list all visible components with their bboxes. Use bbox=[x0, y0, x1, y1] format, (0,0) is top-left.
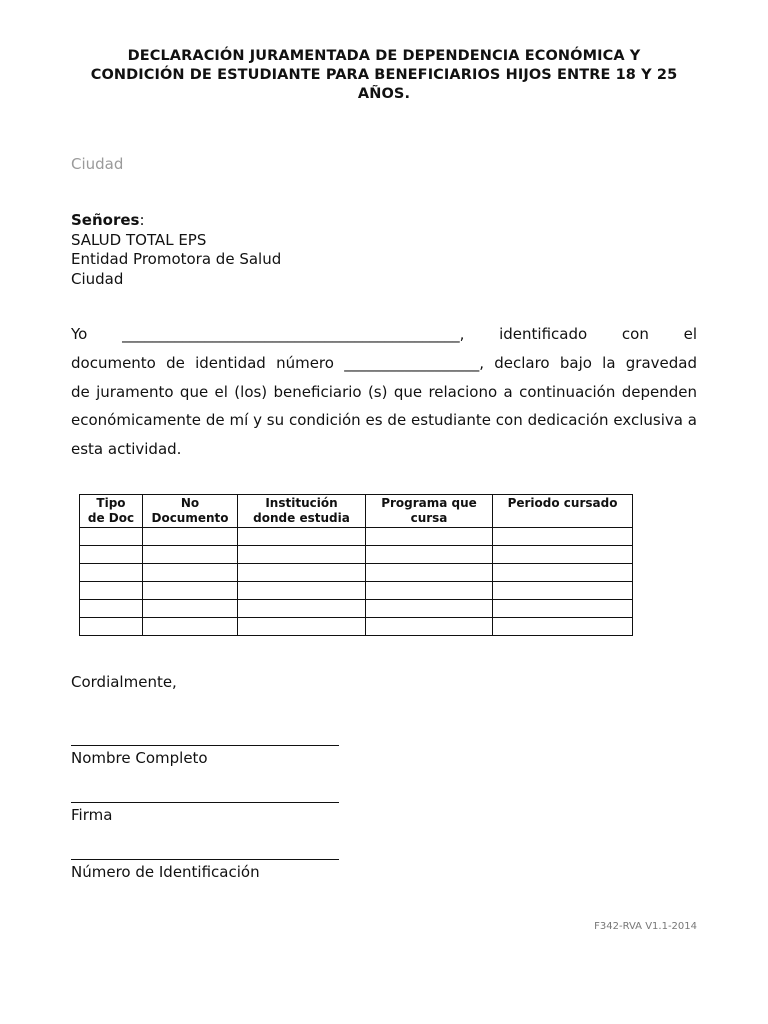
table-row bbox=[80, 528, 633, 546]
name-label: Nombre Completo bbox=[71, 749, 208, 767]
table-cell[interactable] bbox=[80, 528, 143, 546]
table-cell[interactable] bbox=[80, 600, 143, 618]
table-cell[interactable] bbox=[366, 618, 493, 636]
title-line-2: CONDICIÓN DE ESTUDIANTE PARA BENEFICIARIOS HIJOS ENTRE 18 Y 25 bbox=[90, 67, 678, 83]
table-cell[interactable] bbox=[366, 546, 493, 564]
table-cell[interactable] bbox=[493, 564, 633, 582]
table-cell[interactable] bbox=[493, 546, 633, 564]
table-cell[interactable] bbox=[238, 582, 366, 600]
signature-block-name bbox=[71, 745, 339, 767]
addressee-type: Entidad Promotora de Salud bbox=[71, 250, 282, 268]
header-no-documento: No Documento bbox=[143, 495, 238, 528]
table-cell[interactable] bbox=[80, 564, 143, 582]
table-cell[interactable] bbox=[143, 528, 238, 546]
table-cell[interactable] bbox=[143, 564, 238, 582]
id-label: Número de Identificación bbox=[71, 863, 260, 881]
table-cell[interactable] bbox=[493, 618, 633, 636]
id-blank-line[interactable] bbox=[71, 859, 339, 860]
table-cell[interactable] bbox=[493, 600, 633, 618]
table-cell[interactable] bbox=[80, 618, 143, 636]
header-periodo: Periodo cursado bbox=[493, 495, 633, 528]
declaration-line-5: esta actividad. bbox=[71, 440, 182, 459]
declaration-line-3: de juramento que el (los) beneficiario (s) que relaciono a continuación dependen bbox=[71, 382, 697, 401]
addressee-name: SALUD TOTAL EPS bbox=[71, 230, 207, 249]
table-cell[interactable] bbox=[143, 582, 238, 600]
declaration-line-1: Yo _____________________________________________, identificado con el bbox=[71, 325, 697, 343]
table-cell[interactable] bbox=[238, 600, 366, 618]
greeting-colon: : bbox=[139, 211, 145, 229]
beneficiaries-table bbox=[79, 494, 633, 636]
header-institucion: Institución donde estudia bbox=[238, 495, 366, 528]
table-cell[interactable] bbox=[238, 618, 366, 636]
table-row bbox=[80, 546, 633, 564]
table-cell[interactable] bbox=[366, 564, 493, 582]
table-cell[interactable] bbox=[366, 600, 493, 618]
table-cell[interactable] bbox=[493, 528, 633, 546]
title-line-1: DECLARACIÓN JURAMENTADA DE DEPENDENCIA ECONÓMICA Y bbox=[127, 48, 641, 64]
name-blank-line[interactable] bbox=[71, 745, 339, 746]
form-code: F342-RVA V1.1-2014 bbox=[594, 921, 697, 932]
addressee-city: Ciudad bbox=[71, 269, 124, 288]
table-cell[interactable] bbox=[238, 546, 366, 564]
table-cell[interactable] bbox=[143, 600, 238, 618]
header-tipo-doc: Tipo de Doc bbox=[80, 495, 143, 528]
signature-block-id bbox=[71, 859, 339, 881]
declaration-line-2: documento de identidad número __________________, declaro bajo la gravedad bbox=[71, 353, 697, 372]
title-line-3: AÑOS. bbox=[357, 86, 411, 102]
table-row bbox=[80, 600, 633, 618]
table-cell[interactable] bbox=[366, 582, 493, 600]
table-cell[interactable] bbox=[143, 618, 238, 636]
header-programa: Programa que cursa bbox=[366, 495, 493, 528]
greeting: Señores bbox=[71, 211, 140, 229]
table-row bbox=[80, 582, 633, 600]
declaration-paragraph bbox=[71, 320, 697, 464]
table-cell[interactable] bbox=[493, 582, 633, 600]
signature-block-firma bbox=[71, 802, 339, 824]
table-row bbox=[80, 564, 633, 582]
table-cell[interactable] bbox=[238, 564, 366, 582]
signature-label: Firma bbox=[71, 806, 113, 824]
table-cell[interactable] bbox=[238, 528, 366, 546]
declaration-line-4: económicamente de mí y su condición es de estudiante con dedicación exclusiva a bbox=[71, 411, 697, 430]
table-cell[interactable] bbox=[143, 546, 238, 564]
addressee-block bbox=[71, 211, 281, 289]
table-header-row bbox=[80, 495, 633, 528]
closing-salutation: Cordialmente, bbox=[71, 673, 177, 691]
document-title bbox=[60, 47, 708, 104]
table-cell[interactable] bbox=[80, 546, 143, 564]
city-placeholder: Ciudad bbox=[71, 155, 124, 173]
table-cell[interactable] bbox=[366, 528, 493, 546]
table-cell[interactable] bbox=[80, 582, 143, 600]
table-row bbox=[80, 618, 633, 636]
signature-blank-line[interactable] bbox=[71, 802, 339, 803]
